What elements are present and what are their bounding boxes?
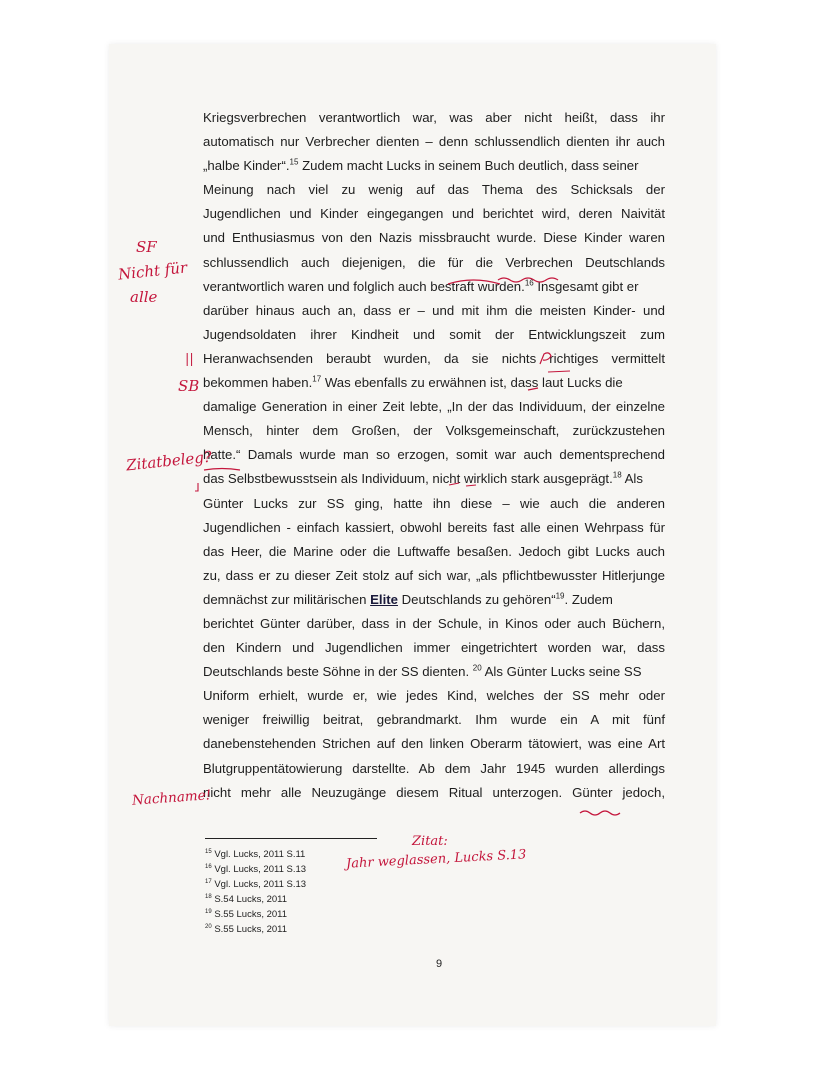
text-line: das Selbstbewusstsein als Individuum, nicht wirklich stark ausgeprägt.$^{18}$ Als [203, 471, 643, 487]
annotation-zitatbeleg: Zitatbeleg? [125, 447, 213, 475]
text-line: Blutgruppentätowierung darstellte. Ab dem Jahr 1945 wurden allerdings [203, 760, 665, 776]
text-line: verantwortlich waren und folglich auch bestraft wurden.$^{16}$ Insgesamt gibt er [203, 278, 639, 294]
annotation-sf: SF [136, 238, 157, 256]
footnote-ref: 18 [612, 471, 622, 481]
footnotes [205, 847, 306, 937]
text-line: Mensch, hinter dem Großen, der Volksgemeinschaft, zurückzustehen [203, 423, 665, 439]
text-line: Uniform erhielt, wurde er, wie jedes Kind, welches der SS mehr oder [203, 688, 665, 704]
footnote-ref: 19 [555, 591, 565, 601]
text-line: schlussendlich auch diejenigen, die für die Verbrechen Deutschlands [203, 254, 665, 270]
text-line: Kriegsverbrechen verantwortlich war, was aber nicht heißt, dass ihr [203, 110, 665, 125]
annotation-sb: SB [178, 377, 200, 395]
text-line: demnächst zur militärischen Elite Deutschlands zu gehören“$^{19}$. Zudem [203, 591, 613, 607]
annotation-zitat-detail: Jahr weglassen, Lucks S.13 [345, 847, 527, 872]
footnote: $^{17}$ Vgl. Lucks, 2011 S.13 [205, 878, 307, 890]
text-line: Meinung nach viel zu wenig auf das Thema des Schicksals der [203, 182, 665, 198]
text-line: bekommen haben.$^{17}$ Was ebenfalls zu erwähnen ist, dass laut Lucks die [203, 374, 623, 391]
text-line: berichtet Günter darüber, dass in der Schule, in Kinos oder auch Büchern, [203, 615, 665, 631]
text-line: Jugendsoldaten ihrer Kindheit und somit der Entwicklungszeit zum [203, 326, 665, 342]
footnote: $^{19}$ S.55 Lucks, 2011 [205, 908, 288, 920]
text-line: „halbe Kinder“.$^{15}$ Zudem macht Lucks in seinem Buch deutlich, dass seiner [203, 157, 639, 174]
annotation-nachname: Nachname! [131, 787, 212, 809]
footnote: $^{20}$ S.55 Lucks, 2011 [205, 923, 288, 935]
page-number: 9 [436, 958, 443, 970]
footnote: $^{15}$ Vgl. Lucks, 2011 S.11 [205, 848, 306, 860]
text-line: das Heer, die Marine oder die Luftwaffe besaßen. Jedoch gibt Lucks auch [203, 543, 665, 559]
footnote: $^{16}$ Vgl. Lucks, 2011 S.13 [205, 863, 307, 875]
text-line: hatte.“ Damals wurde man so erzogen, somit war auch dementsprechend [203, 447, 665, 463]
footnote-ref: 16 [524, 278, 534, 288]
annotation-zitat: Zitat: [412, 834, 448, 849]
footnote-ref: 20 [472, 663, 482, 673]
text-line: Jugendlichen - einfach kassiert, obwohl bereits fast alle einen Wehrpass für [203, 519, 665, 535]
text-line: automatisch nur Verbrecher dienten – denn schlussendlich dienten ihr auch [203, 134, 665, 150]
annotation-alle: alle [130, 288, 158, 306]
text-line: nicht mehr alle Neuzugänge diesem Ritual unterzogen. Günter jedoch, [203, 784, 665, 800]
text-line: danebenstehenden Strichen auf den linken Oberarm tätowiert, was eine Art [203, 736, 665, 752]
text-line: weniger freiwillig beitrat, gebrandmarkt. Ihm wurde ein A mit fünf [203, 712, 665, 728]
text-line: den Kindern und Jugendlichen immer eingetrichtert worden war, dass [203, 640, 665, 656]
footnote-separator [205, 838, 377, 839]
text-line: Jugendlichen und Kinder eingegangen und berichtet wird, deren Naivität [203, 206, 665, 222]
footnote-ref: 15 [289, 157, 299, 167]
text-line: Heranwachsenden beraubt wurden, da sie nichts richtiges vermittelt [203, 350, 665, 366]
footnote-ref: 17 [312, 374, 322, 384]
annotation-double-bar: || [185, 352, 194, 367]
annotation-nicht-fuer: Nicht für [117, 258, 188, 284]
text-line: darüber hinaus auch an, dass er – und mit ihm die meisten Kinder- und [203, 302, 665, 318]
body-text [203, 106, 665, 805]
text-line: zu, dass er zu dieser Zeit stolz auf sich war, „als pflichtbewusster Hitlerjunge [203, 567, 665, 583]
text-line: Deutschlands beste Söhne in der SS dienten. $^{20}$ Als Günter Lucks seine SS [203, 663, 642, 680]
text-line: Günter Lucks zur SS ging, hatte ihn diese – wie auch die anderen [203, 495, 665, 511]
footnote: $^{18}$ S.54 Lucks, 2011 [205, 893, 288, 905]
text-line: und Enthusiasmus von den Nazis missbraucht wurde. Diese Kinder waren [203, 230, 665, 246]
emphasized-word: Elite [370, 591, 398, 607]
text-line: damalige Generation in einer Zeit lebte, „In der das Individuum, der einzelne [203, 399, 665, 415]
